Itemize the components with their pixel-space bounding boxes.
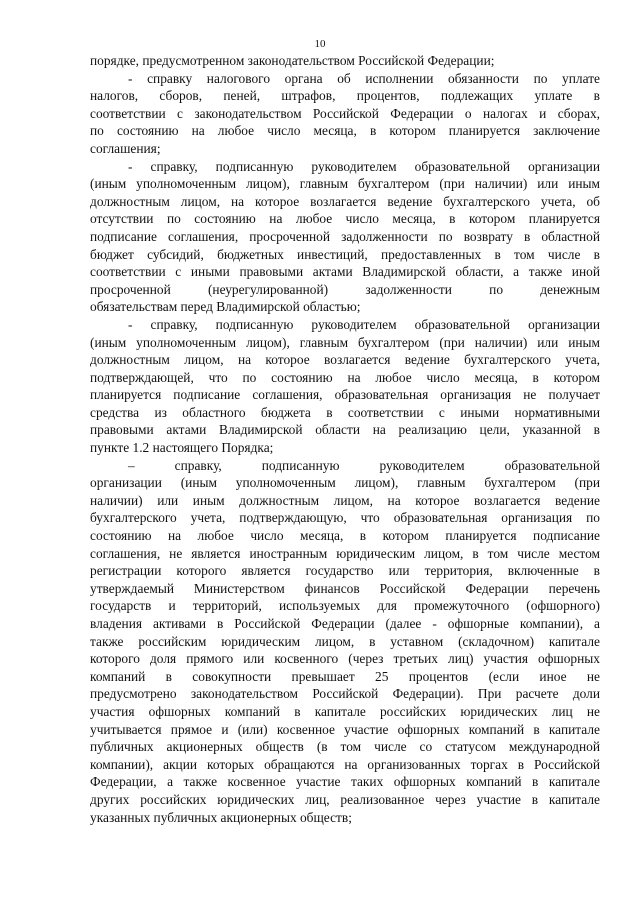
text-line: учитывается прямое и (или) косвенное участие офшорных компаний в капитале (90, 721, 600, 737)
text-line: соответствии с иными правовыми актами Владимирской области, а также иной (90, 264, 600, 280)
text-line: обязательствам перед Владимирской областью; (90, 299, 361, 315)
text-line: соглашения; (90, 140, 161, 156)
document-body (90, 52, 600, 826)
text-line: (иным уполномоченным лицом), главным бухгалтером (при наличии) или иным (90, 176, 600, 192)
text-line: правовыми актами Владимирской области на реализацию цели, указанной в (90, 422, 600, 438)
text-line: бухгалтерского учета, подтверждающую, что образовательная организация по (90, 510, 600, 526)
text-line: налогов, сборов, пеней, штрафов, процентов, подлежащих уплате в (90, 88, 600, 104)
text-line: указанных публичных акционерных обществ; (90, 809, 352, 825)
text-line: порядке, предусмотренном законодательством Российской Федерации; (90, 53, 495, 68)
text-line: подтверждающей, что по состоянию на любое число месяца, в котором (90, 369, 600, 385)
text-line: Федерации, а также косвенное участие таких офшорных компаний в капитале (90, 774, 600, 790)
text-line: компании), акции которых обращаются на организованных торгах в Российской (90, 756, 600, 772)
text-line: должностным лицом, на которое возлагается ведение бухгалтерского учета, (90, 352, 600, 368)
text-line: других российских юридических лиц, реализованное через участие в капитале (90, 791, 600, 807)
text-line: утверждаемый Министерством финансов Российской Федерации перечень (90, 580, 600, 596)
text-line: предусмотрено законодательством Российской Федерации). При расчете доли (90, 686, 600, 702)
text-line: (иным уполномоченным лицом), главным бухгалтером (при наличии) или иным (90, 334, 600, 350)
text-line: государств и территорий, используемых для промежуточного (офшорного) (90, 598, 600, 614)
text-line: - справку, подписанную руководителем образовательной организации (128, 316, 600, 332)
text-line: публичных акционерных обществ (в том числе со статусом международной (90, 739, 600, 755)
paragraph (90, 52, 600, 70)
text-line: соглашения, не является иностранным юридическим лицом, в том числе местом (90, 545, 600, 561)
text-line: компаний в совокупности превышает 25 процентов (если иное не (90, 668, 600, 684)
text-line: регистрации которого является государство или территория, включенные в (90, 563, 600, 579)
text-line: которого доля прямого или косвенного (через третьих лиц) участия офшорных (90, 651, 600, 667)
text-line: подписание соглашения, просроченной задолженности по возврату в областной (90, 228, 600, 244)
text-line: пункте 1.2 настоящего Порядка; (90, 440, 274, 456)
text-line: просроченной (неурегулированной) задолженности по денежным (90, 281, 600, 297)
paragraph (90, 316, 600, 457)
text-line: участия офшорных компаний в капитале российских юридических лиц не (90, 703, 600, 719)
page-number: 10 (314, 38, 326, 50)
text-line: бюджет субсидий, бюджетных инвестиций, предоставленных в том числе в (90, 246, 600, 262)
text-line: должностным лицом, на которое возлагается ведение бухгалтерского учета, об (90, 193, 600, 209)
text-line: соответствии с законодательством Российской Федерации о налогах и сборах, (90, 105, 600, 121)
text-line: по состоянию на любое число месяца, в котором планируется заключение (90, 123, 600, 139)
text-line: – справку, подписанную руководителем образовательной (128, 457, 600, 473)
text-line: - справку налогового органа об исполнении обязанности по уплате (128, 70, 600, 86)
text-line: планируется подписание соглашения, образовательная организация не получает (90, 387, 600, 403)
text-line: организации (иным уполномоченным лицом), главным бухгалтером (при (90, 475, 600, 491)
text-line: также российским юридическим лицом, в уставном (складочном) капитале (90, 633, 600, 649)
paragraph (90, 158, 600, 316)
text-line: отсутствии по состоянию на любое число месяца, в котором планируется (90, 211, 600, 227)
text-line: - справку, подписанную руководителем образовательной организации (128, 158, 600, 174)
text-line: состоянию на любое число месяца, в котором планируется подписание (90, 528, 600, 544)
text-line: наличии) или иным должностным лицом, на которое возлагается ведение (90, 492, 600, 508)
text-line: владения активами в Российской Федерации (далее - офшорные компании), а (90, 616, 600, 631)
paragraph (90, 70, 600, 158)
text-line: средства из областного бюджета в соответствии с иными нормативными (90, 404, 600, 420)
paragraph (90, 457, 600, 826)
